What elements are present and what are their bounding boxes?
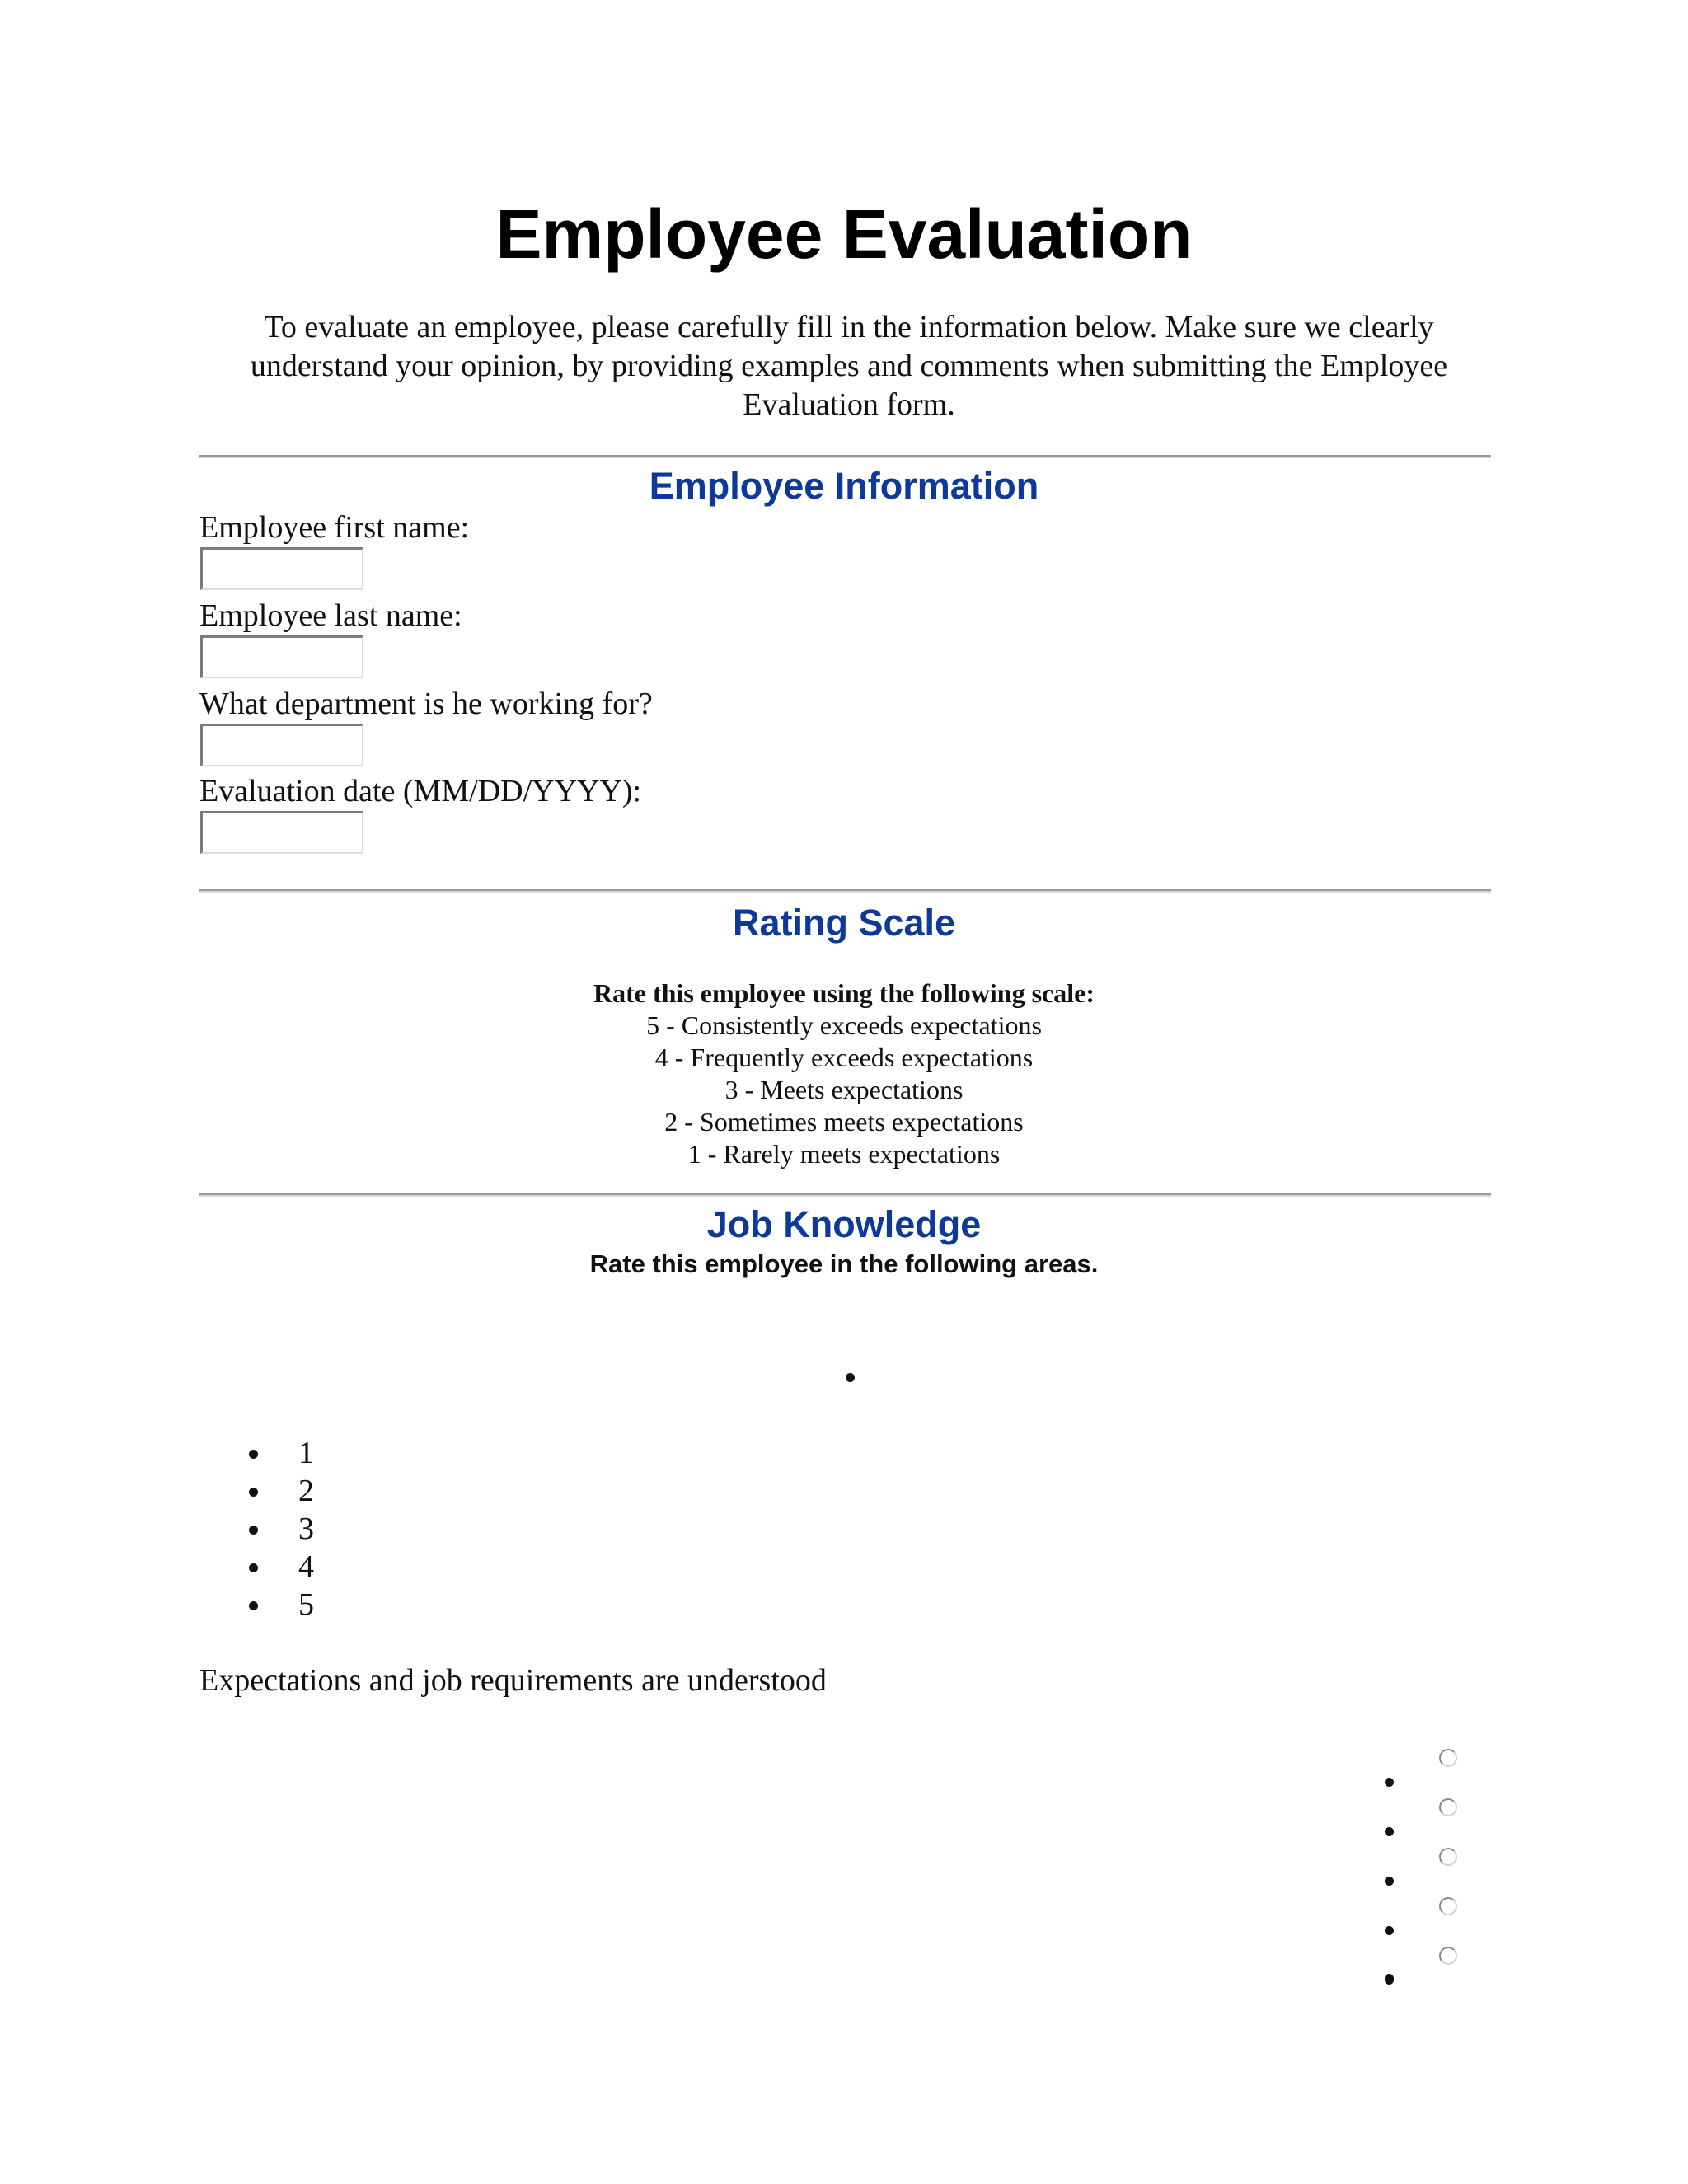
list-bullet [846,1373,855,1382]
list-bullet [249,1601,258,1610]
section-divider [199,889,1491,893]
rating-radio-3[interactable] [1439,1848,1457,1866]
scale-values-list [244,1434,314,1624]
rating-radio-2[interactable] [1439,1798,1457,1816]
rating-radio-1[interactable] [1439,1749,1457,1767]
list-item [244,1510,314,1548]
section-divider [199,455,1491,458]
last-name-input[interactable] [200,635,363,678]
rating-scale-item: 1 - Rarely meets expectations [687,1139,1001,1169]
job-knowledge-heading: Job Knowledge [706,1203,982,1245]
first-name-input[interactable] [200,547,363,590]
scale-value: 4 [298,1549,314,1584]
rating-scale-legend [0,977,1688,1170]
list-bullet [1385,1778,1394,1787]
list-bullet [249,1563,258,1572]
page-title: Employee Evaluation [495,195,1193,273]
list-item [244,1586,314,1624]
last-name-label: Employee last name: [199,598,462,633]
rating-radio-5[interactable] [1439,1947,1457,1965]
rating-scale-title: Rate this employee using the following scale: [593,978,1095,1008]
evaluation-date-input[interactable] [200,811,363,854]
list-item [244,1434,314,1472]
department-label: What department is he working for? [199,687,653,721]
list-bullet [249,1488,258,1497]
evaluation-date-label: Evaluation date (MM/DD/YYYY): [199,774,642,808]
scale-value: 2 [298,1474,314,1508]
list-bullet [1385,1877,1394,1886]
job-knowledge-subheading: Rate this employee in the following areas. [589,1249,1099,1278]
rating-scale-item: 4 - Frequently exceeds expectations [654,1043,1034,1072]
rating-scale-heading: Rating Scale [732,902,956,944]
list-item [244,1548,314,1586]
first-name-label: Employee first name: [199,510,470,545]
question-expectations-understood: Expectations and job requirements are understood [199,1663,827,1698]
rating-scale-item: 3 - Meets expectations [724,1075,964,1104]
list-item [244,1472,314,1510]
intro-paragraph: To evaluate an employee, please carefully fill in the information below. Make sure we clearly understand your opinion, by providing examples and comments when submitting the Employee Evaluation form. [250,310,1448,422]
list-bullet [1385,1974,1394,1983]
rating-radio-4[interactable] [1439,1897,1457,1915]
rating-scale-item: 2 - Sometimes meets expectations [664,1107,1024,1137]
scale-value: 3 [298,1511,314,1546]
scale-value: 1 [298,1436,314,1470]
list-bullet [1385,1926,1394,1935]
list-bullet [249,1526,258,1535]
employee-information-heading: Employee Information [649,465,1039,507]
department-input[interactable] [200,724,363,766]
list-bullet [1385,1827,1394,1836]
list-bullet [249,1450,258,1459]
rating-scale-item: 5 - Consistently exceeds expectations [646,1010,1042,1040]
section-divider [199,1193,1491,1197]
scale-value: 5 [298,1587,314,1622]
